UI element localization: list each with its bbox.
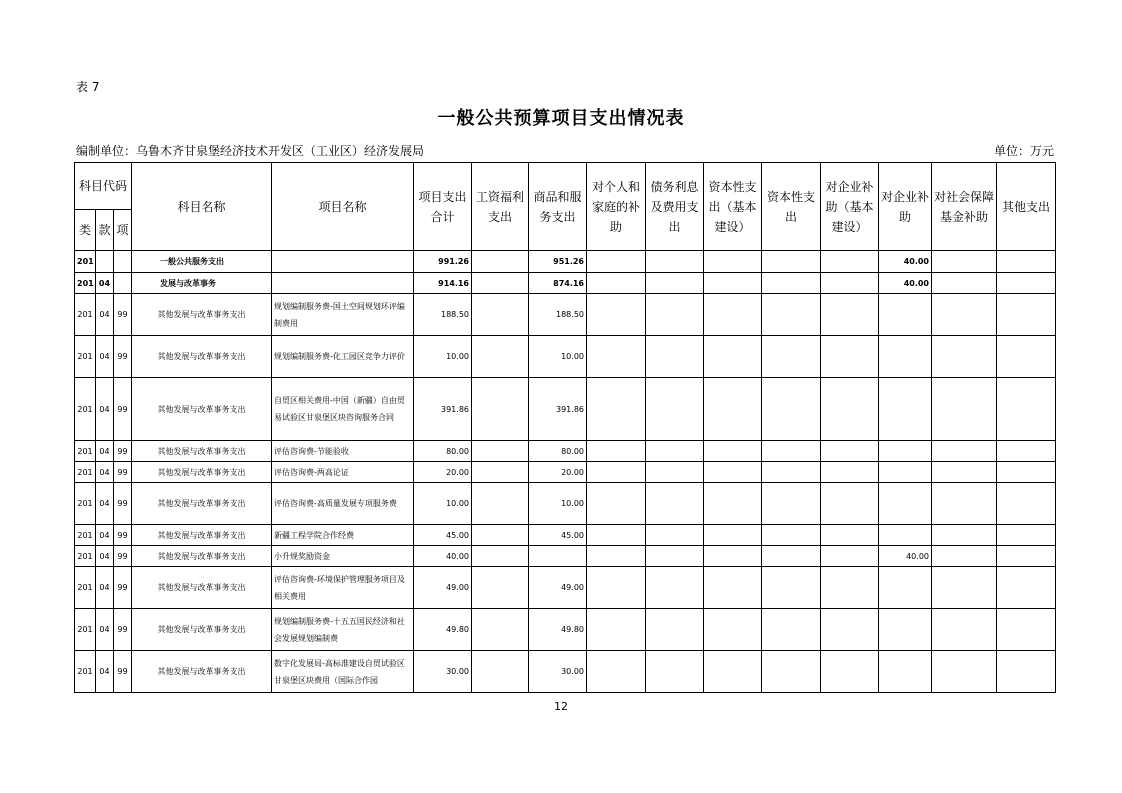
subject-name-cell: 其他发展与改革事务支出 — [132, 651, 272, 693]
enterprise-cell — [879, 294, 932, 336]
code-kuan: 04 — [96, 294, 114, 336]
table-row — [75, 546, 1056, 567]
total-cell: 991.26 — [414, 251, 472, 273]
debt-cell — [646, 567, 704, 609]
goods-cell: 10.00 — [529, 336, 587, 378]
other-cell — [997, 651, 1056, 693]
capital-cell — [762, 483, 821, 525]
code-kuan: 04 — [96, 378, 114, 441]
subject-name-cell: 其他发展与改革事务支出 — [132, 546, 272, 567]
code-kuan: 04 — [96, 273, 114, 294]
other-cell — [997, 294, 1056, 336]
goods-header: 商品和服务支出 — [529, 163, 587, 251]
goods-cell: 951.26 — [529, 251, 587, 273]
capital-header: 资本性支出 — [762, 163, 821, 251]
capital-cell — [762, 567, 821, 609]
capital-basic-cell — [704, 378, 762, 441]
page-title: 一般公共预算项目支出情况表 — [437, 108, 685, 129]
table-row — [75, 525, 1056, 546]
enterprise-cell — [879, 651, 932, 693]
subject-name-header: 科目名称 — [132, 163, 272, 251]
enterprise-cell — [879, 336, 932, 378]
capital-basic-header: 资本性支出（基本建设） — [704, 163, 762, 251]
capital-basic-cell — [704, 483, 762, 525]
enterprise-basic-cell — [821, 651, 879, 693]
goods-cell: 80.00 — [529, 441, 587, 462]
enterprise-basic-cell — [821, 336, 879, 378]
enterprise-basic-cell — [821, 462, 879, 483]
code-lei: 201 — [75, 441, 96, 462]
enterprise-basic-cell — [821, 251, 879, 273]
table-row — [75, 609, 1056, 651]
enterprise-basic-cell — [821, 441, 879, 462]
salary-cell — [472, 441, 529, 462]
code-kuan: 04 — [96, 336, 114, 378]
project-name-cell: 新疆工程学院合作经费 — [272, 525, 414, 546]
salary-cell — [472, 546, 529, 567]
debt-cell — [646, 441, 704, 462]
enterprise-cell: 40.00 — [879, 251, 932, 273]
personal-cell — [587, 525, 646, 546]
debt-cell — [646, 294, 704, 336]
debt-cell — [646, 483, 704, 525]
enterprise-basic-cell — [821, 546, 879, 567]
budget-table — [74, 162, 1056, 693]
project-name-cell: 规划编制服务费-国土空间规划环评编制费用 — [272, 294, 414, 336]
capital-cell — [762, 294, 821, 336]
enterprise-basic-header: 对企业补助（基本建设） — [821, 163, 879, 251]
code-lei: 201 — [75, 462, 96, 483]
total-cell: 188.50 — [414, 294, 472, 336]
social-cell — [932, 525, 997, 546]
capital-basic-cell — [704, 251, 762, 273]
salary-cell — [472, 483, 529, 525]
table-row — [75, 483, 1056, 525]
total-cell: 40.00 — [414, 546, 472, 567]
project-name-cell: 数字化发展局-高标准建设自贸试验区甘泉堡区块费用（国际合作园 — [272, 651, 414, 693]
goods-cell: 188.50 — [529, 294, 587, 336]
table-row — [75, 651, 1056, 693]
code-xiang: 99 — [114, 441, 132, 462]
table-body — [75, 251, 1056, 693]
salary-cell — [472, 336, 529, 378]
subject-name-cell: 其他发展与改革事务支出 — [132, 378, 272, 441]
enterprise-header: 对企业补助 — [879, 163, 932, 251]
code-kuan: 04 — [96, 462, 114, 483]
code-kuan: 04 — [96, 651, 114, 693]
personal-cell — [587, 483, 646, 525]
code-xiang: 99 — [114, 546, 132, 567]
capital-basic-cell — [704, 546, 762, 567]
total-cell: 10.00 — [414, 483, 472, 525]
personal-cell — [587, 651, 646, 693]
social-cell — [932, 378, 997, 441]
enterprise-basic-cell — [821, 294, 879, 336]
personal-cell — [587, 609, 646, 651]
code-lei: 201 — [75, 567, 96, 609]
table-row — [75, 462, 1056, 483]
enterprise-cell — [879, 609, 932, 651]
debt-cell — [646, 462, 704, 483]
personal-cell — [587, 462, 646, 483]
total-header: 项目支出合计 — [414, 163, 472, 251]
code-xiang: 99 — [114, 525, 132, 546]
goods-cell: 20.00 — [529, 462, 587, 483]
capital-basic-cell — [704, 294, 762, 336]
total-cell: 391.86 — [414, 378, 472, 441]
xiang-header: 项 — [114, 210, 132, 251]
enterprise-cell: 40.00 — [879, 273, 932, 294]
salary-cell — [472, 651, 529, 693]
compiling-unit: 编制单位：乌鲁木齐甘泉堡经济技术开发区（工业区）经济发展局 — [76, 144, 425, 158]
goods-cell: 30.00 — [529, 651, 587, 693]
social-cell — [932, 273, 997, 294]
code-xiang — [114, 273, 132, 294]
project-name-cell: 自贸区相关费用-中国（新疆）自由贸易试验区甘泉堡区块咨询服务合同 — [272, 378, 414, 441]
social-cell — [932, 609, 997, 651]
social-cell — [932, 483, 997, 525]
salary-cell — [472, 609, 529, 651]
capital-basic-cell — [704, 651, 762, 693]
project-name-cell: 评估咨询费-两高论证 — [272, 462, 414, 483]
social-cell — [932, 462, 997, 483]
code-xiang: 99 — [114, 462, 132, 483]
goods-cell: 49.80 — [529, 609, 587, 651]
project-name-cell: 规划编制服务费-化工园区竞争力评价 — [272, 336, 414, 378]
code-lei: 201 — [75, 336, 96, 378]
code-kuan — [96, 251, 114, 273]
social-cell — [932, 336, 997, 378]
salary-cell — [472, 273, 529, 294]
code-lei: 201 — [75, 609, 96, 651]
capital-cell — [762, 525, 821, 546]
code-lei: 201 — [75, 525, 96, 546]
subject-name-cell: 其他发展与改革事务支出 — [132, 483, 272, 525]
capital-basic-cell — [704, 336, 762, 378]
enterprise-cell — [879, 483, 932, 525]
code-lei: 201 — [75, 651, 96, 693]
table-row — [75, 378, 1056, 441]
enterprise-cell: 40.00 — [879, 546, 932, 567]
subject-name-cell: 其他发展与改革事务支出 — [132, 609, 272, 651]
project-name-cell — [272, 251, 414, 273]
salary-cell — [472, 567, 529, 609]
table-row — [75, 567, 1056, 609]
code-kuan: 04 — [96, 483, 114, 525]
enterprise-cell — [879, 378, 932, 441]
salary-cell — [472, 251, 529, 273]
project-name-cell: 评估咨询费-高质量发展专项服务费 — [272, 483, 414, 525]
total-cell: 80.00 — [414, 441, 472, 462]
code-xiang: 99 — [114, 567, 132, 609]
social-cell — [932, 546, 997, 567]
enterprise-cell — [879, 441, 932, 462]
project-name-header: 项目名称 — [272, 163, 414, 251]
capital-basic-cell — [704, 441, 762, 462]
code-kuan: 04 — [96, 525, 114, 546]
debt-cell — [646, 525, 704, 546]
currency-unit: 单位：万元 — [993, 144, 1054, 158]
table-number: 表 7 — [76, 80, 100, 94]
summary-row — [75, 251, 1056, 273]
enterprise-basic-cell — [821, 483, 879, 525]
total-cell: 20.00 — [414, 462, 472, 483]
personal-cell — [587, 251, 646, 273]
total-cell: 30.00 — [414, 651, 472, 693]
code-kuan: 04 — [96, 546, 114, 567]
debt-cell — [646, 609, 704, 651]
total-cell: 49.80 — [414, 609, 472, 651]
capital-cell — [762, 273, 821, 294]
summary-row — [75, 273, 1056, 294]
project-name-cell — [272, 273, 414, 294]
social-header: 对社会保障基金补助 — [932, 163, 997, 251]
personal-cell — [587, 294, 646, 336]
capital-cell — [762, 462, 821, 483]
table-row — [75, 336, 1056, 378]
total-cell: 914.16 — [414, 273, 472, 294]
salary-cell — [472, 462, 529, 483]
capital-cell — [762, 546, 821, 567]
salary-cell — [472, 378, 529, 441]
capital-cell — [762, 251, 821, 273]
enterprise-cell — [879, 462, 932, 483]
social-cell — [932, 294, 997, 336]
project-name-cell: 小升规奖励资金 — [272, 546, 414, 567]
page-number: 12 — [554, 700, 568, 713]
enterprise-basic-cell — [821, 273, 879, 294]
code-xiang: 99 — [114, 378, 132, 441]
code-lei: 201 — [75, 273, 96, 294]
debt-cell — [646, 378, 704, 441]
subject-name-cell: 其他发展与改革事务支出 — [132, 462, 272, 483]
total-cell: 45.00 — [414, 525, 472, 546]
subject-name-cell: 其他发展与改革事务支出 — [132, 336, 272, 378]
goods-cell: 49.00 — [529, 567, 587, 609]
enterprise-basic-cell — [821, 567, 879, 609]
code-lei: 201 — [75, 546, 96, 567]
other-cell — [997, 462, 1056, 483]
goods-cell: 45.00 — [529, 525, 587, 546]
table-row — [75, 294, 1056, 336]
salary-header: 工资福利支出 — [472, 163, 529, 251]
code-lei: 201 — [75, 294, 96, 336]
capital-basic-cell — [704, 609, 762, 651]
other-cell — [997, 273, 1056, 294]
social-cell — [932, 567, 997, 609]
other-header: 其他支出 — [997, 163, 1056, 251]
subject-name-cell: 发展与改革事务 — [132, 273, 272, 294]
other-cell — [997, 546, 1056, 567]
other-cell — [997, 251, 1056, 273]
other-cell — [997, 609, 1056, 651]
code-xiang: 99 — [114, 609, 132, 651]
enterprise-cell — [879, 525, 932, 546]
code-lei: 201 — [75, 378, 96, 441]
subject-name-cell: 一般公共服务支出 — [132, 251, 272, 273]
code-lei: 201 — [75, 251, 96, 273]
code-xiang: 99 — [114, 483, 132, 525]
other-cell — [997, 525, 1056, 546]
capital-cell — [762, 609, 821, 651]
personal-header: 对个人和家庭的补助 — [587, 163, 646, 251]
other-cell — [997, 378, 1056, 441]
subject-name-cell: 其他发展与改革事务支出 — [132, 441, 272, 462]
personal-cell — [587, 336, 646, 378]
enterprise-basic-cell — [821, 525, 879, 546]
enterprise-cell — [879, 567, 932, 609]
code-xiang: 99 — [114, 336, 132, 378]
goods-cell: 874.16 — [529, 273, 587, 294]
lei-header: 类 — [75, 210, 96, 251]
code-xiang: 99 — [114, 651, 132, 693]
social-cell — [932, 441, 997, 462]
salary-cell — [472, 294, 529, 336]
kuan-header: 款 — [96, 210, 114, 251]
code-kuan: 04 — [96, 567, 114, 609]
debt-header: 债务利息及费用支出 — [646, 163, 704, 251]
other-cell — [997, 483, 1056, 525]
code-xiang: 99 — [114, 294, 132, 336]
personal-cell — [587, 441, 646, 462]
total-cell: 10.00 — [414, 336, 472, 378]
total-cell: 49.00 — [414, 567, 472, 609]
project-name-cell: 评估咨询费-环境保护管理服务项目及相关费用 — [272, 567, 414, 609]
debt-cell — [646, 273, 704, 294]
debt-cell — [646, 546, 704, 567]
goods-cell: 10.00 — [529, 483, 587, 525]
capital-basic-cell — [704, 525, 762, 546]
social-cell — [932, 651, 997, 693]
salary-cell — [472, 525, 529, 546]
project-name-cell: 规划编制服务费-十五五国民经济和社会发展规划编制费 — [272, 609, 414, 651]
personal-cell — [587, 273, 646, 294]
personal-cell — [587, 567, 646, 609]
subject-name-cell: 其他发展与改革事务支出 — [132, 294, 272, 336]
other-cell — [997, 441, 1056, 462]
table-row — [75, 441, 1056, 462]
debt-cell — [646, 336, 704, 378]
capital-cell — [762, 378, 821, 441]
capital-cell — [762, 441, 821, 462]
other-cell — [997, 336, 1056, 378]
enterprise-basic-cell — [821, 609, 879, 651]
code-kuan: 04 — [96, 609, 114, 651]
code-lei: 201 — [75, 483, 96, 525]
capital-cell — [762, 651, 821, 693]
project-name-cell: 评估咨询费-节能验收 — [272, 441, 414, 462]
goods-cell — [529, 546, 587, 567]
personal-cell — [587, 546, 646, 567]
debt-cell — [646, 251, 704, 273]
debt-cell — [646, 651, 704, 693]
enterprise-basic-cell — [821, 378, 879, 441]
capital-basic-cell — [704, 462, 762, 483]
code-xiang — [114, 251, 132, 273]
capital-basic-cell — [704, 273, 762, 294]
capital-basic-cell — [704, 567, 762, 609]
code-kuan: 04 — [96, 441, 114, 462]
subject-name-cell: 其他发展与改革事务支出 — [132, 567, 272, 609]
goods-cell: 391.86 — [529, 378, 587, 441]
social-cell — [932, 251, 997, 273]
other-cell — [997, 567, 1056, 609]
subject-name-cell: 其他发展与改革事务支出 — [132, 525, 272, 546]
capital-cell — [762, 336, 821, 378]
subject-code-header: 科目代码 — [75, 163, 132, 210]
personal-cell — [587, 378, 646, 441]
